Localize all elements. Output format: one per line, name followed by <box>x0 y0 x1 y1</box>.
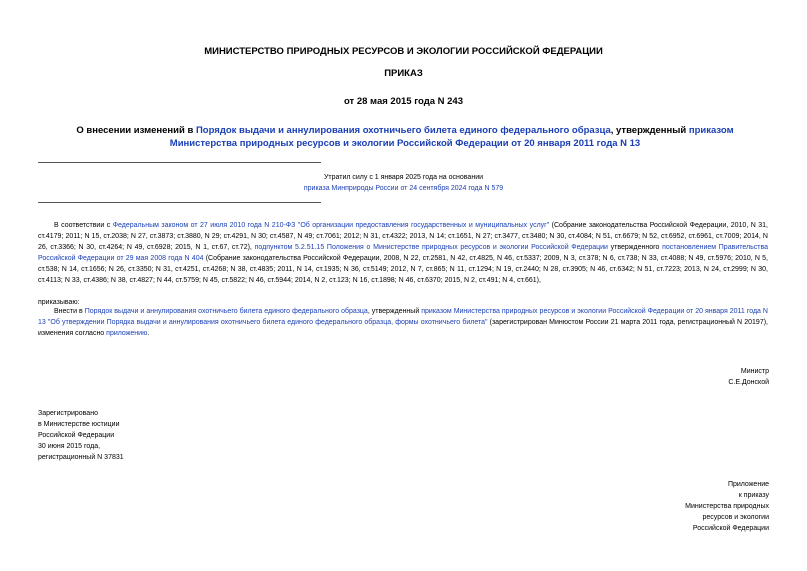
expired-link[interactable]: приказа Минприроды России от 24 сентября 2024 года N 579 <box>303 185 504 192</box>
title-text: , утвержденный <box>610 125 689 136</box>
registration-line: Российской Федерации <box>38 432 115 439</box>
appendix-line: Российской Федерации <box>692 525 769 532</box>
registration-line: регистрационный N 37831 <box>38 454 124 461</box>
preamble-paragraph <box>38 220 768 286</box>
divider <box>38 202 321 203</box>
appendix-line: Приложение <box>727 481 769 488</box>
document-type: ПРИКАЗ <box>384 68 423 79</box>
paragraph-text: В соответствии с <box>54 222 113 229</box>
appendix-block <box>569 479 769 534</box>
title-link-order[interactable]: приказом Министерства природных ресурсов и экологии Российской Федерации от 20 января 2011 года N 13 <box>169 125 734 149</box>
signer-position: Министр <box>740 368 769 375</box>
expired-text: Утратил силу с 1 января 2025 года на основании <box>323 174 484 181</box>
paragraph-text: (Собрание законодательства Российской Федерации, 2010, N 31, ст.4179; 2011; N 15, ст.2038; N 27, ст.3873; ст.3880, N 29; ст.4291, N 30; ст.4587, N 49; ст.7061; 2012; N 31, ст.4322; 2013, N 14; ст.1651, N 27; ст.3477, ст.3480; N 30, ст.4084; N 51, ст.6679; N 52, ст.6952, ст.6961, ст.7009; 2014, N 26, ст.3366; N 30, ст.4264; N 49, ст.6928; 2015, N 1, ст.67, ст.72), <box>38 222 768 251</box>
paragraph-text: , утвержденный <box>367 308 422 315</box>
order-word: приказываю: <box>38 299 80 306</box>
signer-name: С.Е.Донской <box>728 379 769 386</box>
registration-line: 30 июня 2015 года, <box>38 443 101 450</box>
document-date: от 28 мая 2015 года N 243 <box>343 96 464 107</box>
paragraph-text: . <box>147 330 150 337</box>
signature-block <box>569 366 769 388</box>
order-paragraph <box>38 306 768 339</box>
registration-line: Зарегистрировано <box>38 410 98 417</box>
title-text: О внесении изменений в <box>76 125 196 136</box>
link-government-decree[interactable]: постановлением Правительства Российской Федерации от 29 мая 2008 года N 404 <box>38 244 768 262</box>
registration-block <box>38 408 238 463</box>
paragraph-text: Внести в <box>54 308 85 315</box>
link-regulation-subclause[interactable]: подпунктом 5.2.51.15 Положения о Министерстве природных ресурсов и экологии Российской Федерации <box>254 244 608 251</box>
link-federal-law[interactable]: Федеральным законом от 27 июля 2010 года N 210-ФЗ "Об организации предоставления государственных и муниципальных услуг" <box>112 222 550 229</box>
paragraph-text: утвержденного <box>607 244 663 251</box>
paragraph-text: (зарегистрирован Минюстом России 21 марта 2011 года, регистрационный N 20197), изменения согласно <box>38 319 768 337</box>
link-ministry-order[interactable]: приказом Министерства природных ресурсов и экологии Российской Федерации от 20 января 2011 года N 13 "Об утверждении Порядка выдачи и аннулирования охотничьего билета единого федерального образца, формы охотничьего билета" <box>38 308 768 326</box>
appendix-line: Министерства природных <box>685 503 769 510</box>
ministry-heading: МИНИСТЕРСТВО ПРИРОДНЫХ РЕСУРСОВ И ЭКОЛОГИИ РОССИЙСКОЙ ФЕДЕРАЦИИ <box>204 46 603 57</box>
link-procedure[interactable]: Порядок выдачи и аннулирования охотничьего билета единого федерального образца <box>84 308 368 315</box>
expired-note <box>0 172 807 194</box>
divider <box>38 162 321 163</box>
document-title <box>55 124 755 150</box>
link-appendix[interactable]: приложению <box>106 330 148 337</box>
title-link-procedure[interactable]: Порядок выдачи и аннулирования охотничьего билета единого федерального образца <box>195 125 611 136</box>
appendix-line: ресурсов и экологии <box>702 514 769 521</box>
registration-line: в Министерстве юстиции <box>38 421 120 428</box>
paragraph-text: (Собрание законодательства Российской Федерации, 2008, N 22, ст.2581, N 42, ст.4825, N 46, ст.5337; 2009, N 3, ст.378; N 6, ст.738; N 33, ст.4088; N 49, ст.5976; 2010, N 5, ст.538; N 14, ст.1656; N 26, ст.3350; N 31, ст.4251, ст.4268; N 38, ст.4835; 2011, N 14, ст.1935; N 36, ст.5149; 2012, N 7, ст.865; N 11, ст.1294; N 19, ст.2440; N 28, ст.3905; N 46, ст.6342; N 51, ст.7223; 2013, N 24, ст.2999; N 30, ст.4113; N 33, ст.4386; N 38, ст.4827; N 44, ст.5759; N 45, ст.5822; N 46, ст.5944; 2014, N 2, ст.123; N 16, ст.1898; N 46, ст.6370; 2015, N 2, ст.491; N 4, ст.661), <box>38 255 768 284</box>
appendix-line: к приказу <box>738 492 769 499</box>
